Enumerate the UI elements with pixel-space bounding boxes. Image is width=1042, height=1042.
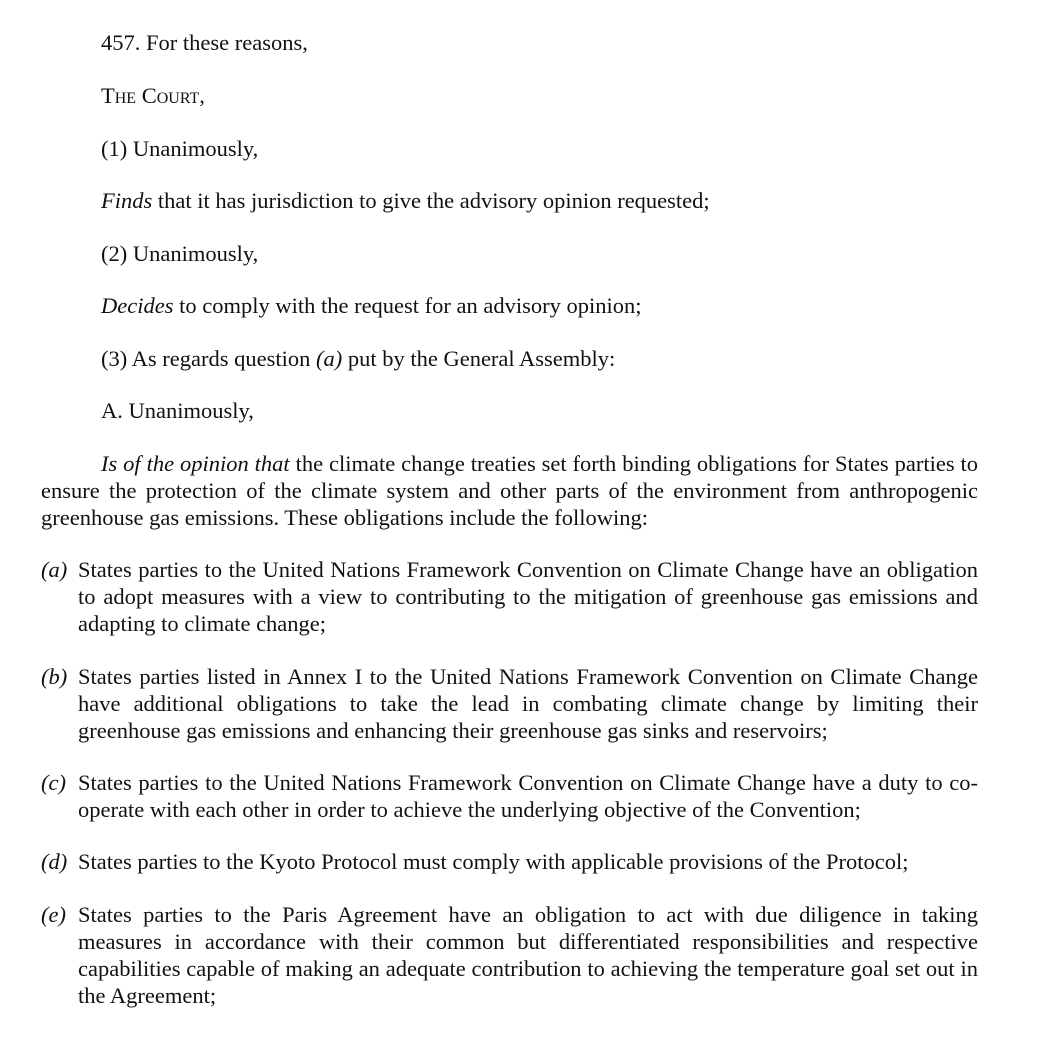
opinion-text: the climate change treaties set forth binding obligations for States parties to ensure the protection of the climate system and other parts of the environment from anthropogenic greenhouse gas emissions. These obligations include the following:: [41, 451, 978, 530]
decides-text: to comply with the request for an advisory opinion;: [173, 293, 642, 318]
item-text: States parties to the Kyoto Protocol must comply with applicable provisions of the Protocol;: [78, 849, 909, 874]
item-marker: (b): [41, 664, 68, 689]
obligation-item-a: [41, 556, 978, 637]
part-2-heading: (2) Unanimously,: [101, 241, 259, 266]
sub-a-heading: A. Unanimously,: [101, 398, 254, 423]
opinion-lead: Is of the opinion that: [101, 451, 290, 476]
item-marker: (e): [41, 902, 66, 927]
opinion-paragraph: [41, 450, 978, 531]
part-1-finding: [101, 187, 710, 214]
decides-lead: Decides: [101, 293, 174, 318]
part-2-decision: [101, 292, 642, 319]
part-3-heading: [101, 345, 615, 372]
item-text: States parties listed in Annex I to the United Nations Framework Convention on Climate Change have additional obligations to take the lead in combating climate change by limiting their greenhouse gas emissions and enhancing their greenhouse gas sinks and reservoirs;: [78, 664, 978, 743]
item-text: States parties to the Paris Agreement have an obligation to act with due diligence in taking measures in accordance with their common but differentiated responsibilities and respective capabilities capable of making an adequate contribution to achieving the temperature goal set out in the Agreement;: [78, 902, 978, 1008]
paragraph-number-457: 457. For these reasons,: [101, 30, 308, 55]
item-marker: (a): [41, 557, 68, 582]
finds-text: that it has jurisdiction to give the advisory opinion requested;: [152, 188, 710, 213]
finds-lead: Finds: [101, 188, 153, 213]
part-3-heading-pre: (3) As regards question: [101, 346, 316, 371]
part-1-heading: (1) Unanimously,: [101, 136, 259, 161]
item-marker: (d): [41, 849, 68, 874]
obligation-item-e: [41, 901, 978, 1009]
the-court-heading: The Court,: [101, 83, 205, 108]
item-marker: (c): [41, 770, 66, 795]
obligation-item-b: [41, 663, 978, 744]
obligation-item-d: [41, 848, 978, 875]
obligation-item-c: [41, 769, 978, 823]
question-a-ref: (a): [315, 346, 343, 371]
item-text: States parties to the United Nations Framework Convention on Climate Change have an obligation to adopt measures with a view to contributing to the mitigation of greenhouse gas emissions and adapting to climate change;: [78, 557, 978, 636]
item-text: States parties to the United Nations Framework Convention on Climate Change have a duty to co-operate with each other in order to achieve the underlying objective of the Convention;: [78, 770, 978, 822]
part-3-heading-post: put by the General Assembly:: [342, 346, 616, 371]
